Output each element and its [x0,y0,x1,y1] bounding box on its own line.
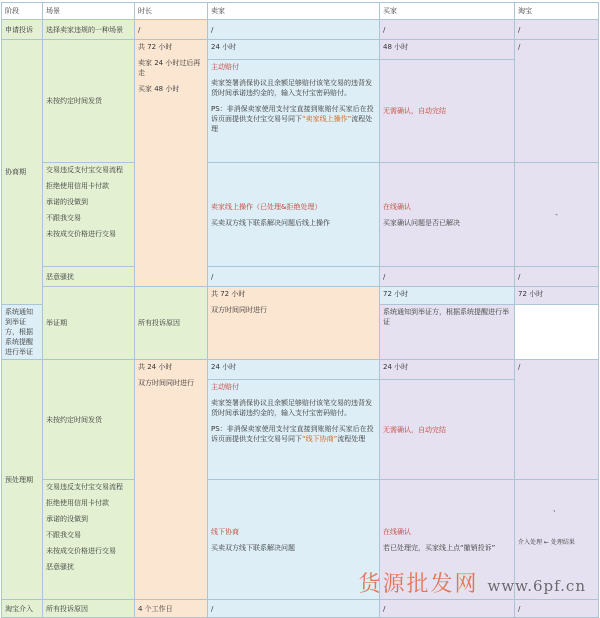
header-duration: 时长 [135,3,208,20]
seller-negotiation-compensate-title: 主动赔付 [211,63,239,71]
scene-apply: 选择卖家违规的一种场景 [43,20,135,40]
seller-negotiation-compensate [208,60,380,163]
seller-intervene: / [208,600,380,618]
stage-preprocess: 预处理期 [2,360,43,600]
taobao-apply: / [515,20,599,40]
seller-negotiation-online-op: 卖家线上操作（已处理&拒绝处理） 买卖双方线下联系解决问题后线上操作 [208,163,380,267]
buyer-negotiation-result: 无需确认，自动完结 [380,60,515,163]
buyer-apply: / [380,20,515,40]
seller-negotiation-ps: PS：非消保卖家使用支付宝直接到账赔付买家后在投诉页面提供支付宝交易号同下“卖家线上操作”流程处理 [211,105,374,133]
duration-apply: / [135,20,208,40]
seller-negotiation-compensate-text: 卖家签署消保协议且余额足够赔付该笔交易的违背发货时间承诺违约金的，输入支付宝密码赔付。 [211,79,372,97]
buyer-preprocess-result: 无需确认，自动完结 [380,380,515,480]
seller-preprocess-time: 24 小时 [208,360,380,380]
buyer-preprocess-confirm: 在线确认 若已处理完，买家线上点“撤销投诉” [380,480,515,600]
stage-evidence: 举证期 [43,287,135,360]
duration-preprocess: 共 24 小时 双方时间同时进行 [135,360,208,600]
header-scene: 场景 [43,3,135,20]
duration-intervene: 4 个工作日 [135,600,208,618]
scene-intervene: 所有投诉原因 [43,600,135,618]
site-watermark: 货源批发网 www.6pf.cn [358,572,586,597]
taobao-preprocess-a: / [515,360,599,480]
stage-intervene: 淘宝介入 [2,600,43,618]
taobao-negotiation-a: / [515,40,599,163]
header-taobao: 淘宝 [515,3,599,20]
row-negotiation-b [2,163,599,267]
seller-apply: / [208,20,380,40]
stage-negotiation: 协商期 [2,40,43,305]
row-negotiation-c [2,267,599,287]
seller-evidence-time: 72 小时 [380,287,515,305]
buyer-preprocess-time: 24 小时 [380,360,515,380]
header-stage: 阶段 [2,3,43,20]
buyer-negotiation-time: 48 小时 [380,40,515,60]
row-apply [2,20,599,40]
duration-negotiation: 共 72 小时 卖家 24 小时过后再走 买家 48 小时 [135,40,208,287]
header-seller: 卖家 [208,3,380,20]
row-intervene [2,600,599,618]
buyer-evidence-time: 72 小时 [515,287,599,305]
seller-evidence-text: 系统通知到举证方，根据系统提醒进行举证 [2,305,43,360]
scene-preprocess-late-shipping: 未按约定时间发货 [43,360,135,480]
buyer-evidence-text: 系统通知到举证方，根据系统提醒进行举证 [380,305,515,360]
taobao-preprocess-b: 、 介入处理 ← 处理结果 [515,480,599,600]
scene-negotiation-late-shipping: 未按约定时间发货 [43,40,135,163]
seller-negotiation-c: / [208,267,380,287]
header-row [2,3,599,20]
row-negotiation-a-time [2,40,599,60]
duration-evidence: 共 72 小时 双方时间同时进行 [208,287,380,360]
taobao-negotiation-b: - [515,163,599,267]
buyer-negotiation-c: / [380,267,515,287]
scene-negotiation-violations: 交易违反支付宝交易流程 拒绝使用信用卡付款 承诺的没做到 不跟我交易 未按成交价格进行交易 [43,163,135,267]
scene-preprocess-violations: 交易违反支付宝交易流程 拒绝使用信用卡付款 承诺的没做到 不跟我交易 未按成交价格进行交易 恶意骚扰 [43,480,135,600]
buyer-negotiation-confirm: 在线确认 买家确认问题是否已解决 [380,163,515,267]
seller-preprocess-compensate: 主动赔付 卖家签署消保协议且余额足够赔付该笔交易的违背发货时间承诺违约金的，输入支付宝密码赔付。 PS：非消保卖家使用支付宝直接到账赔付买家后在投诉页面提供支付宝交易号同下“线下协商”流程处理 [208,380,380,480]
buyer-intervene: / [380,600,515,618]
seller-preprocess-offline: 线下协商 买卖双方线下联系解决问题 [208,480,380,600]
stage-apply: 申请投诉 [2,20,43,40]
scene-evidence: 所有投诉原因 [135,287,208,360]
seller-negotiation-time: 24 小时 [208,40,380,60]
header-buyer: 买家 [380,3,515,20]
row-preprocess-a-time [2,360,599,380]
taobao-intervene: / [515,600,599,618]
row-evidence-time [2,287,599,305]
scene-negotiation-harassment: 恶意骚扰 [43,267,135,287]
taobao-negotiation-c: / [515,267,599,287]
complaint-process-table [1,2,599,618]
